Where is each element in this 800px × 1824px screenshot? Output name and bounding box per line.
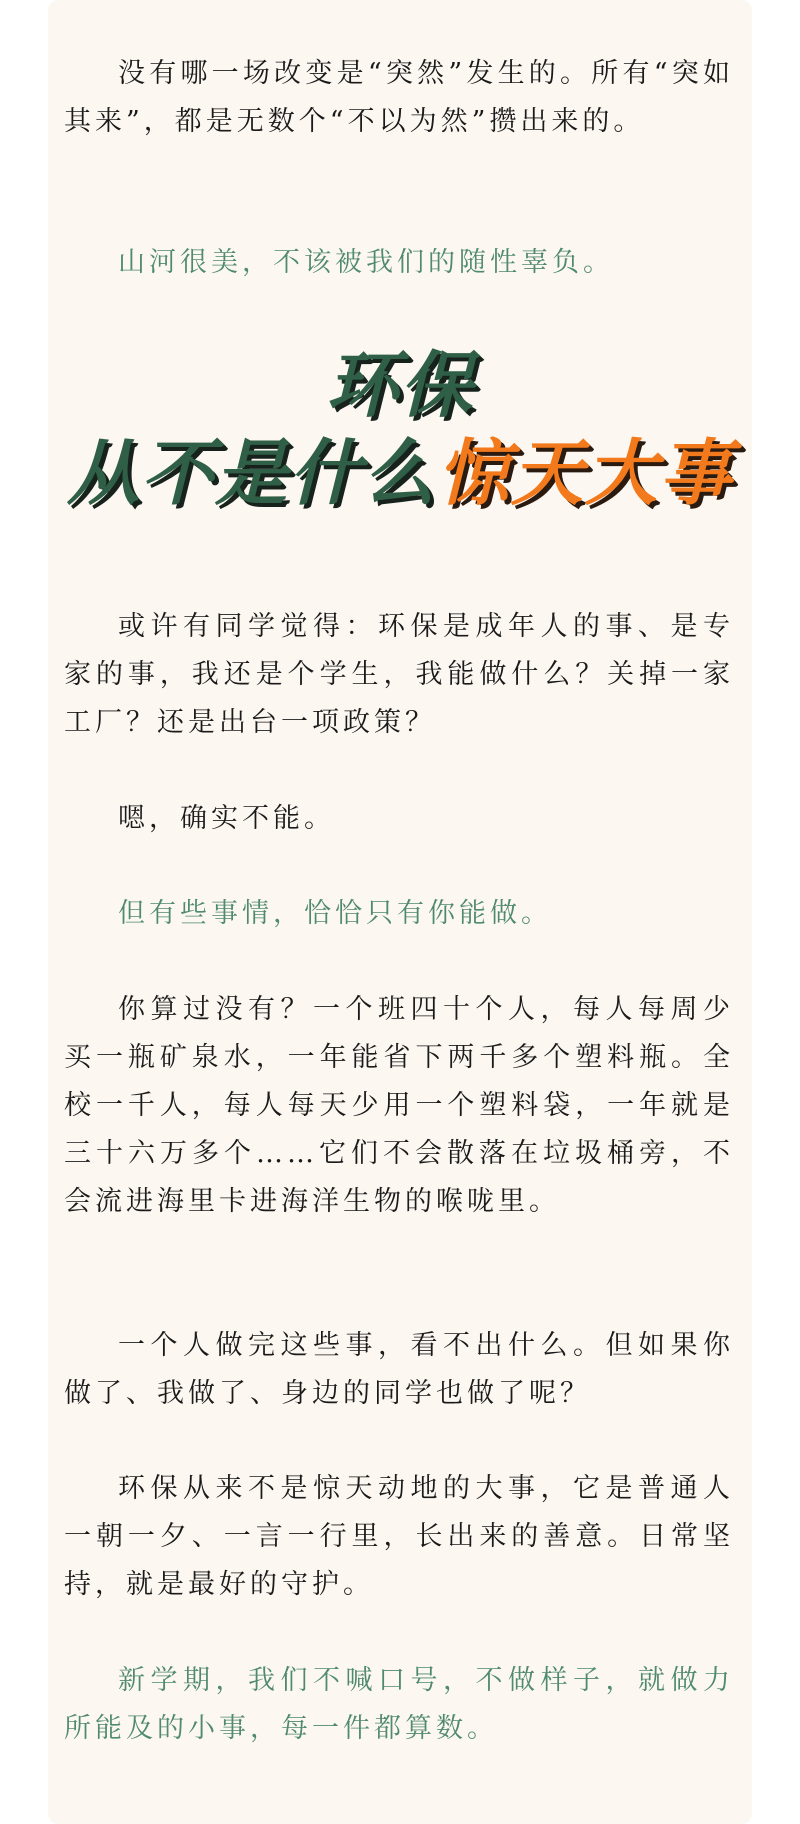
body-paragraph-1: 或许有同学觉得：环保是成年人的事、是专家的事，我还是个学生，我能做什么？关掉一家工厂？还是出台一项政策？ bbox=[64, 611, 734, 738]
headline-line-1 bbox=[0, 340, 800, 430]
body-highlight-2: 新学期，我们不喊口号，不做样子，就做力所能及的小事，每一件都算数。 bbox=[64, 1665, 734, 1744]
intro-highlight: 山河很美，不该被我们的随性辜负。 bbox=[118, 247, 614, 278]
body-paragraph-3: 你算过没有？一个班四十个人，每人每周少买一瓶矿泉水，一年能省下两千多个塑料瓶。全校一千人，每人每天少用一个塑料袋，一年就是三十六万多个……它们不会散落在垃圾桶旁，不会流进海里卡进海洋生物的喉咙里。 bbox=[64, 994, 734, 1217]
body-paragraph-4: 一个人做完这些事，看不出什么。但如果你做了、我做了、身边的同学也做了呢？ bbox=[64, 1330, 734, 1409]
body-paragraph-5: 环保从来不是惊天动地的大事，它是普通人一朝一夕、一言一行里，长出来的善意。日常坚持，就是最好的守护。 bbox=[64, 1473, 734, 1600]
headline-environment: 环保 bbox=[325, 343, 474, 427]
body-highlight-1: 但有些事情，恰恰只有你能做。 bbox=[118, 898, 552, 929]
headline-line-2 bbox=[0, 428, 800, 518]
headline-plain: 从不是什么 bbox=[66, 431, 437, 515]
body-paragraph-2: 嗯，确实不能。 bbox=[118, 803, 335, 834]
intro-paragraph: 没有哪一场改变是“突然”发生的。所有“突如其来”，都是无数个“不以为然”攒出来的。 bbox=[64, 58, 734, 137]
headline-emphasis: 惊天大事 bbox=[437, 431, 734, 515]
